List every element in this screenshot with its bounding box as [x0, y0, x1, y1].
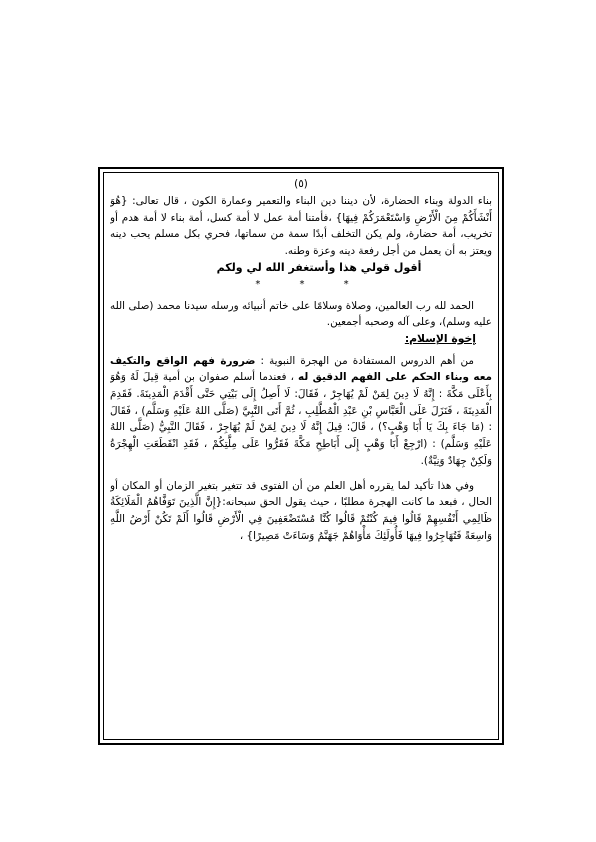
paragraph-hijra-lessons: [110, 353, 492, 470]
hijra-key-lesson: ضرورة فهم الواقع والتكيف معه وبناء الحكم على الفهم الدقيق له: [110, 354, 492, 384]
section-heading: إخوة الإسلام:: [404, 331, 476, 345]
hijra-hadith: ، فعندما أسلم صفوان بن أمية قِيلَ لَهُ وَهُوَ بِأَعْلَى مَكَّةَ : إِنَّهُ لَا دِينَ لِمَنْ لَمْ يُهَاجِرْ ، فَقَالَ: لَا أَصِلُ إِلَى بَيْتِي حَتَّى أَقْدَمَ الْمَدِينَةَ. فَقَدِمَ الْمَدِينَةَ ، فَنَزَلَ عَلَى الْعَبَّاسِ بْنِ عَبْدِ الْمُطَّلِبِ ، ثُمَّ أَتَى النَّبِيَّ (صَلَّى اللهُ عَلَيْهِ وَسَلَّم) ، فَقَالَ : (مَا جَاءَ بِكَ يَا أَبَا وَهْبٍ؟) ، قَالَ: قِيلَ إِنَّهُ لَا دِينَ لِمَنْ لَمْ يُهَاجِرْ ، فَقَالَ النَّبِيُّ (صَلَّى اللهُ عَلَيْهِ وَسَلَّم) : (ارْجِعْ أَبَا وَهْبٍ إِلَى أَبَاطِحِ مَكَّةَ فَقَرُّوا عَلَى مِلَّتِكُمْ ، فَقَدِ انْقَطَعَتِ الْهِجْرَةُ وَلَكِنْ جِهَادٌ وَنِيَّةٌ).: [110, 371, 492, 467]
closing-line: أقول قولي هذا وأستغفر الله لي ولكم: [216, 260, 422, 274]
page-number: (٥): [294, 178, 308, 190]
hijra-intro: من أهم الدروس المستفادة من الهجرة النبوية :: [255, 354, 474, 367]
paragraph-praise: الحمد لله رب العالمين، وصلاة وسلامًا على خاتم أنبيائه ورسله سيدنا محمد (صلى الله عليه وسلم)، وعلى آله وصحبه أجمعين.: [110, 299, 492, 329]
paragraph-civilization: بناء الدولة وبناء الحضارة، لأن ديننا دين البناء والتعمير وعمارة الكون ، قال تعالى: {هُوَ أَنْشَأَكُمْ مِنَ الْأَرْضِ وَاسْتَعْمَرَكُمْ فِيهَا} ،فأمتنا أمة عمل لا أمة كسل، أمة بناء لا أمة هدم أو تخريب، أمة حضارة، ولم يكن التخلف أبدًا سمة من سماتها، فحري بكل مسلم يحب دينه ويعتز به أن يعمل من أجل رفعة دينه وعزة وطنه.: [110, 195, 492, 258]
paragraph-fatwa-change: وفي هذا تأكيد لما يقرره أهل العلم من أن الفتوى قد تتغير بتغير الزمان أو المكان أو الحال ، فبعد ما كانت الهجرة مطلبًا ، حيث يقول الحق سبحانه:{إِنَّ الَّذِينَ تَوَفَّاهُمُ الْمَلَائِكَةُ ظَالِمِي أَنْفُسِهِمْ قَالُوا فِيمَ كُنْتُمْ قَالُوا كُنَّا مُسْتَضْعَفِينَ فِي الْأَرْضِ قَالُوا أَلَمْ تَكُنْ أَرْضُ اللَّهِ وَاسِعَةً فَتُهَاجِرُوا فِيهَا فَأُولَئِكَ مَأْوَاهُمْ جَهَنَّمُ وَسَاءَتْ مَصِيرًا} ،: [110, 479, 492, 542]
section-separator: * * *: [255, 278, 367, 290]
document-body: [110, 176, 492, 736]
